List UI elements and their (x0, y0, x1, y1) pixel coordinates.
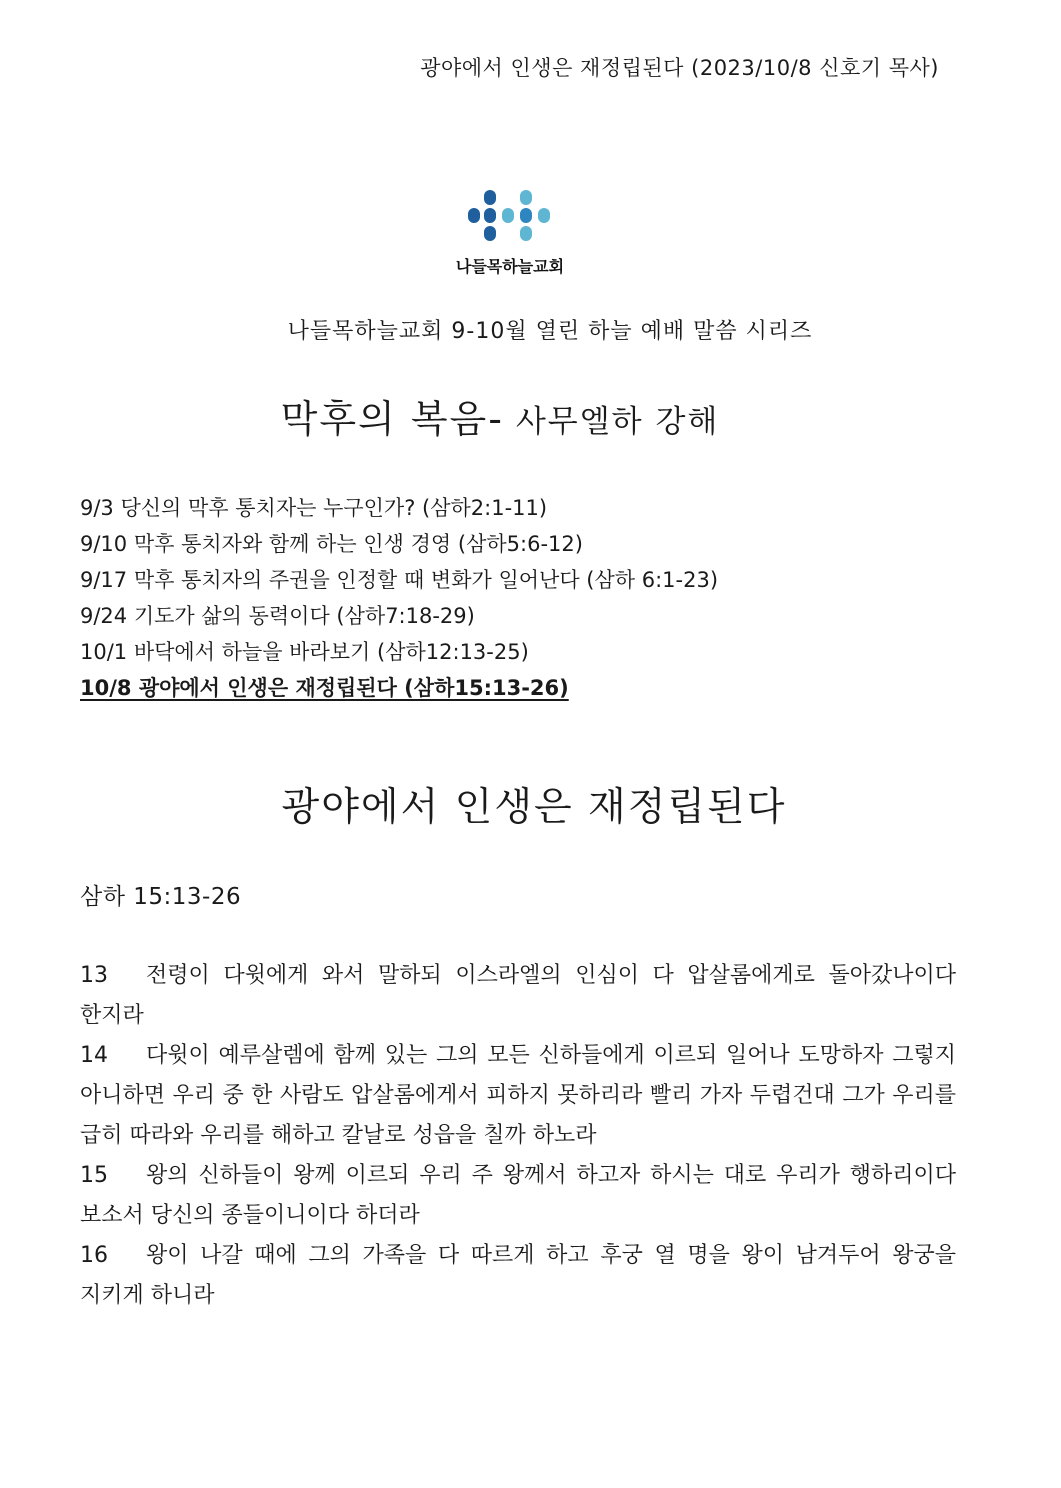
schedule-item: 9/24 기도가 삶의 동력이다 (삼하7:18-29) (80, 604, 475, 628)
schedule-item: 9/3 당신의 막후 통치자는 누구인가? (삼하2:1-11) (80, 496, 548, 520)
verse (80, 956, 956, 1036)
verse-text: 다윗이 예루살렘에 함께 있는 그의 모든 신하들에게 이르되 일어나 도망하자 그렇지 아니하면 우리 중 한 사람도 압살롬에게서 피하지 못하리라 빨리 가자 두렵건대 그가 우리를 급히 따라와 우리를 해하고 칼날로 성읍을 칠까 하노라 (80, 1043, 956, 1148)
verse-text: 왕이 나갈 때에 그의 가족을 다 따르게 하고 후궁 열 명을 왕이 남겨두어 왕궁을 지키게 하니라 (80, 1243, 956, 1308)
verse-text: 전령이 다윗에게 와서 말하되 이스라엘의 인심이 다 압살롬에게로 돌아갔나이다 한지라 (80, 963, 956, 1028)
schedule-item-current: 10/8 광야에서 인생은 재정립된다 (삼하15:13-26) (80, 676, 569, 700)
church-name-wordmark: 나들목하늘교회 (455, 257, 565, 276)
logo-dot (484, 226, 496, 241)
verse-number: 15 (80, 1163, 108, 1188)
verse (80, 1156, 956, 1236)
verse-number: 16 (80, 1243, 108, 1268)
verse-text: 왕의 신하들이 왕께 이르되 우리 주 왕께서 하고자 하시는 대로 우리가 행하리이다 보소서 당신의 종들이니이다 하더라 (80, 1163, 956, 1228)
scripture-passage (80, 956, 956, 1316)
schedule-item: 9/17 막후 통치자의 주권을 인정할 때 변화가 일어난다 (삼하 6:1-23) (80, 568, 719, 592)
scripture-reference: 삼하 15:13-26 (80, 884, 242, 910)
church-logo (440, 186, 580, 278)
series-title-main: 막후의 복음- (280, 397, 504, 441)
logo-dot (520, 190, 532, 205)
logo-dot (468, 208, 480, 223)
header-note: 광야에서 인생은 재정립된다 (2023/10/8 신호기 목사) (420, 56, 939, 80)
series-title-sub: 사무엘하 강해 (503, 404, 720, 440)
series-title (0, 388, 1000, 443)
verse (80, 1036, 956, 1156)
verse-number: 14 (80, 1043, 108, 1068)
schedule-item: 9/10 막후 통치자와 함께 하는 인생 경영 (삼하5:6-12) (80, 532, 583, 556)
logo-dot (538, 208, 550, 223)
logo-dot (520, 208, 532, 223)
series-subtitle: 나들목하늘교회 9-10월 열린 하늘 예배 말씀 시리즈 (287, 319, 813, 344)
logo-dot (484, 208, 496, 223)
verse-number: 13 (80, 963, 108, 988)
verse (80, 1236, 956, 1316)
logo-dot (502, 208, 514, 223)
schedule-item: 10/1 바닥에서 하늘을 바라보기 (삼하12:13-25) (80, 640, 529, 664)
logo-dot (484, 190, 496, 205)
sermon-schedule-list (80, 490, 718, 706)
church-logo-icon (466, 186, 554, 246)
logo-dot (520, 226, 532, 241)
sermon-title: 광야에서 인생은 재정립된다 (281, 785, 787, 830)
